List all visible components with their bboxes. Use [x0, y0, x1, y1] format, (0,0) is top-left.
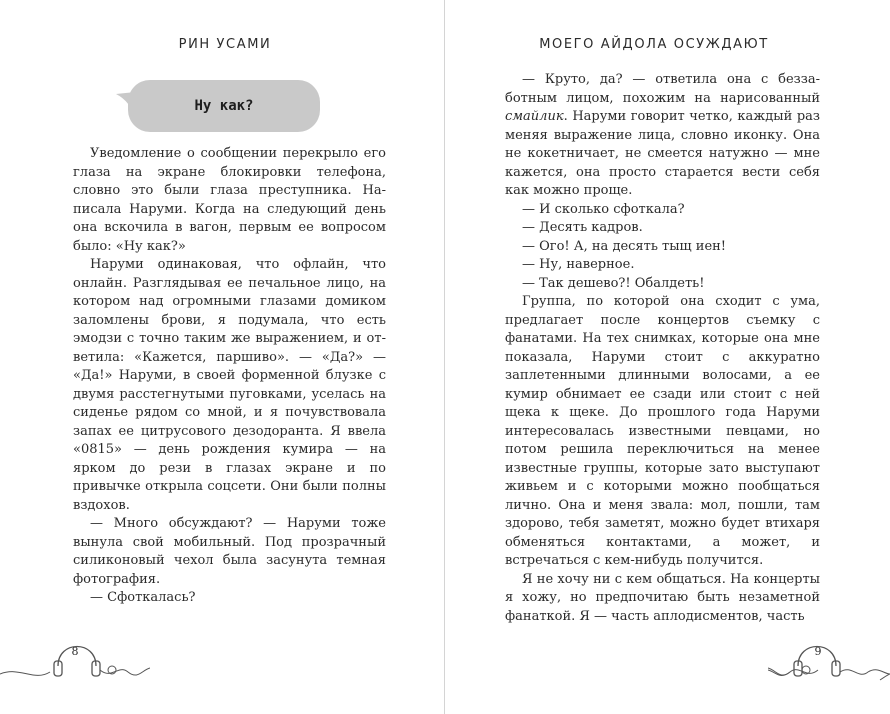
paragraph: — Сфоткалась? — [90, 590, 196, 605]
paragraph: Группа, по которой она сходит с ума, предлагает после концертов съемку с фанатами. На тех снимках, которые она мне показала, Наруми стоит с аккуратно заплетенными длинными волосами, а ее кумир обнимает ее сзади или стоит с ней щека к щеке. До прошлого года Наруми интересовалась известными певцами, но потом решила переключиться на менее известные группы, которые зато выступают живьем и с которыми можно пообщаться лично. Она и меня звала: мол, пошли, там здорово, тебя заметят, можно будет втихаря обменяться контактами, а может, и встречаться с кем-нибудь получится. — [505, 294, 820, 568]
paragraph: — Десять кадров. — [522, 220, 643, 235]
page-number-right: 9 — [814, 645, 822, 658]
headphones-ornament-icon — [0, 630, 150, 690]
paragraph: — Так дешево?! Обалдеть! — [522, 275, 705, 291]
paragraph: — И сколько сфоткала? — [522, 201, 685, 217]
speech-bubble-text: Ну как? — [194, 98, 254, 114]
paragraph-text: . Наруми говорит четко, каждый раз меняя выражение лица, словно иконку. Она не кокетничает, не смеется натужно — мне кажется, она просто старается вести себя как можно проще. — [505, 109, 820, 198]
paragraph: Уведомление о сообщении перекрыло его глаза на экране блокировки телефона, словно это были глаза преступника. Написала Наруми. Когда на следующий день она вскочила в вагон, первым ее вопросом было: «Ну как?» — [73, 146, 386, 254]
left-page — [0, 0, 444, 714]
right-running-head: МОЕГО АЙДОЛА ОСУЖДАЮТ — [539, 37, 769, 52]
emphasis-text: смайлик — [505, 109, 564, 124]
right-page — [446, 0, 890, 714]
paragraph: — Ну, наверное. — [522, 257, 635, 272]
left-running-head: РИН УСАМИ — [178, 37, 272, 52]
paragraph: Наруми одинаковая, что офлайн, что онлайн. Разглядывая ее печальное лицо, на котором над огромными глазами домиком заломлены брови, я подумала, что есть эмодзи с точно таким же выражением, и ответила: «Кажется, паршиво». — «Да?» — «Да!» Наруми, в своей форменной блузке с двумя расстегнутыми пуговками, уселась на сиденье рядом со мной, и я почувствовала запах ее цитрусового дезодоранта. Я ввела «0815» — день рождения кумира — на ярком до рези в глазах экране и по привычке открыла соцсети. Они были полны вздохов. — [73, 257, 386, 513]
paragraph-text: — Круто, да? — ответила она с беззаботным лицом, похожим на нарисованный — [505, 72, 820, 106]
right-body-text — [505, 71, 820, 626]
left-folio — [0, 630, 470, 690]
right-headphones-icon — [768, 630, 890, 690]
paragraph: — Ого! А, на десять тыщ иен! — [522, 238, 727, 254]
paragraph — [505, 71, 820, 201]
paragraph: — Много обсуждают? — Наруми тоже вынула свой мобильный. Под прозрачный силиконовый чехол была засунута темная фотография. — [73, 516, 386, 587]
left-body-text — [73, 145, 386, 608]
speech-bubble — [128, 80, 320, 132]
page-number: 8 — [71, 645, 79, 658]
page-gutter — [444, 0, 445, 714]
paragraph: Я не хочу ни с кем общаться. На концерты я хожу, но предпочитаю быть незаметной фанаткой. Я — часть аплодисментов, часть — [505, 571, 820, 624]
